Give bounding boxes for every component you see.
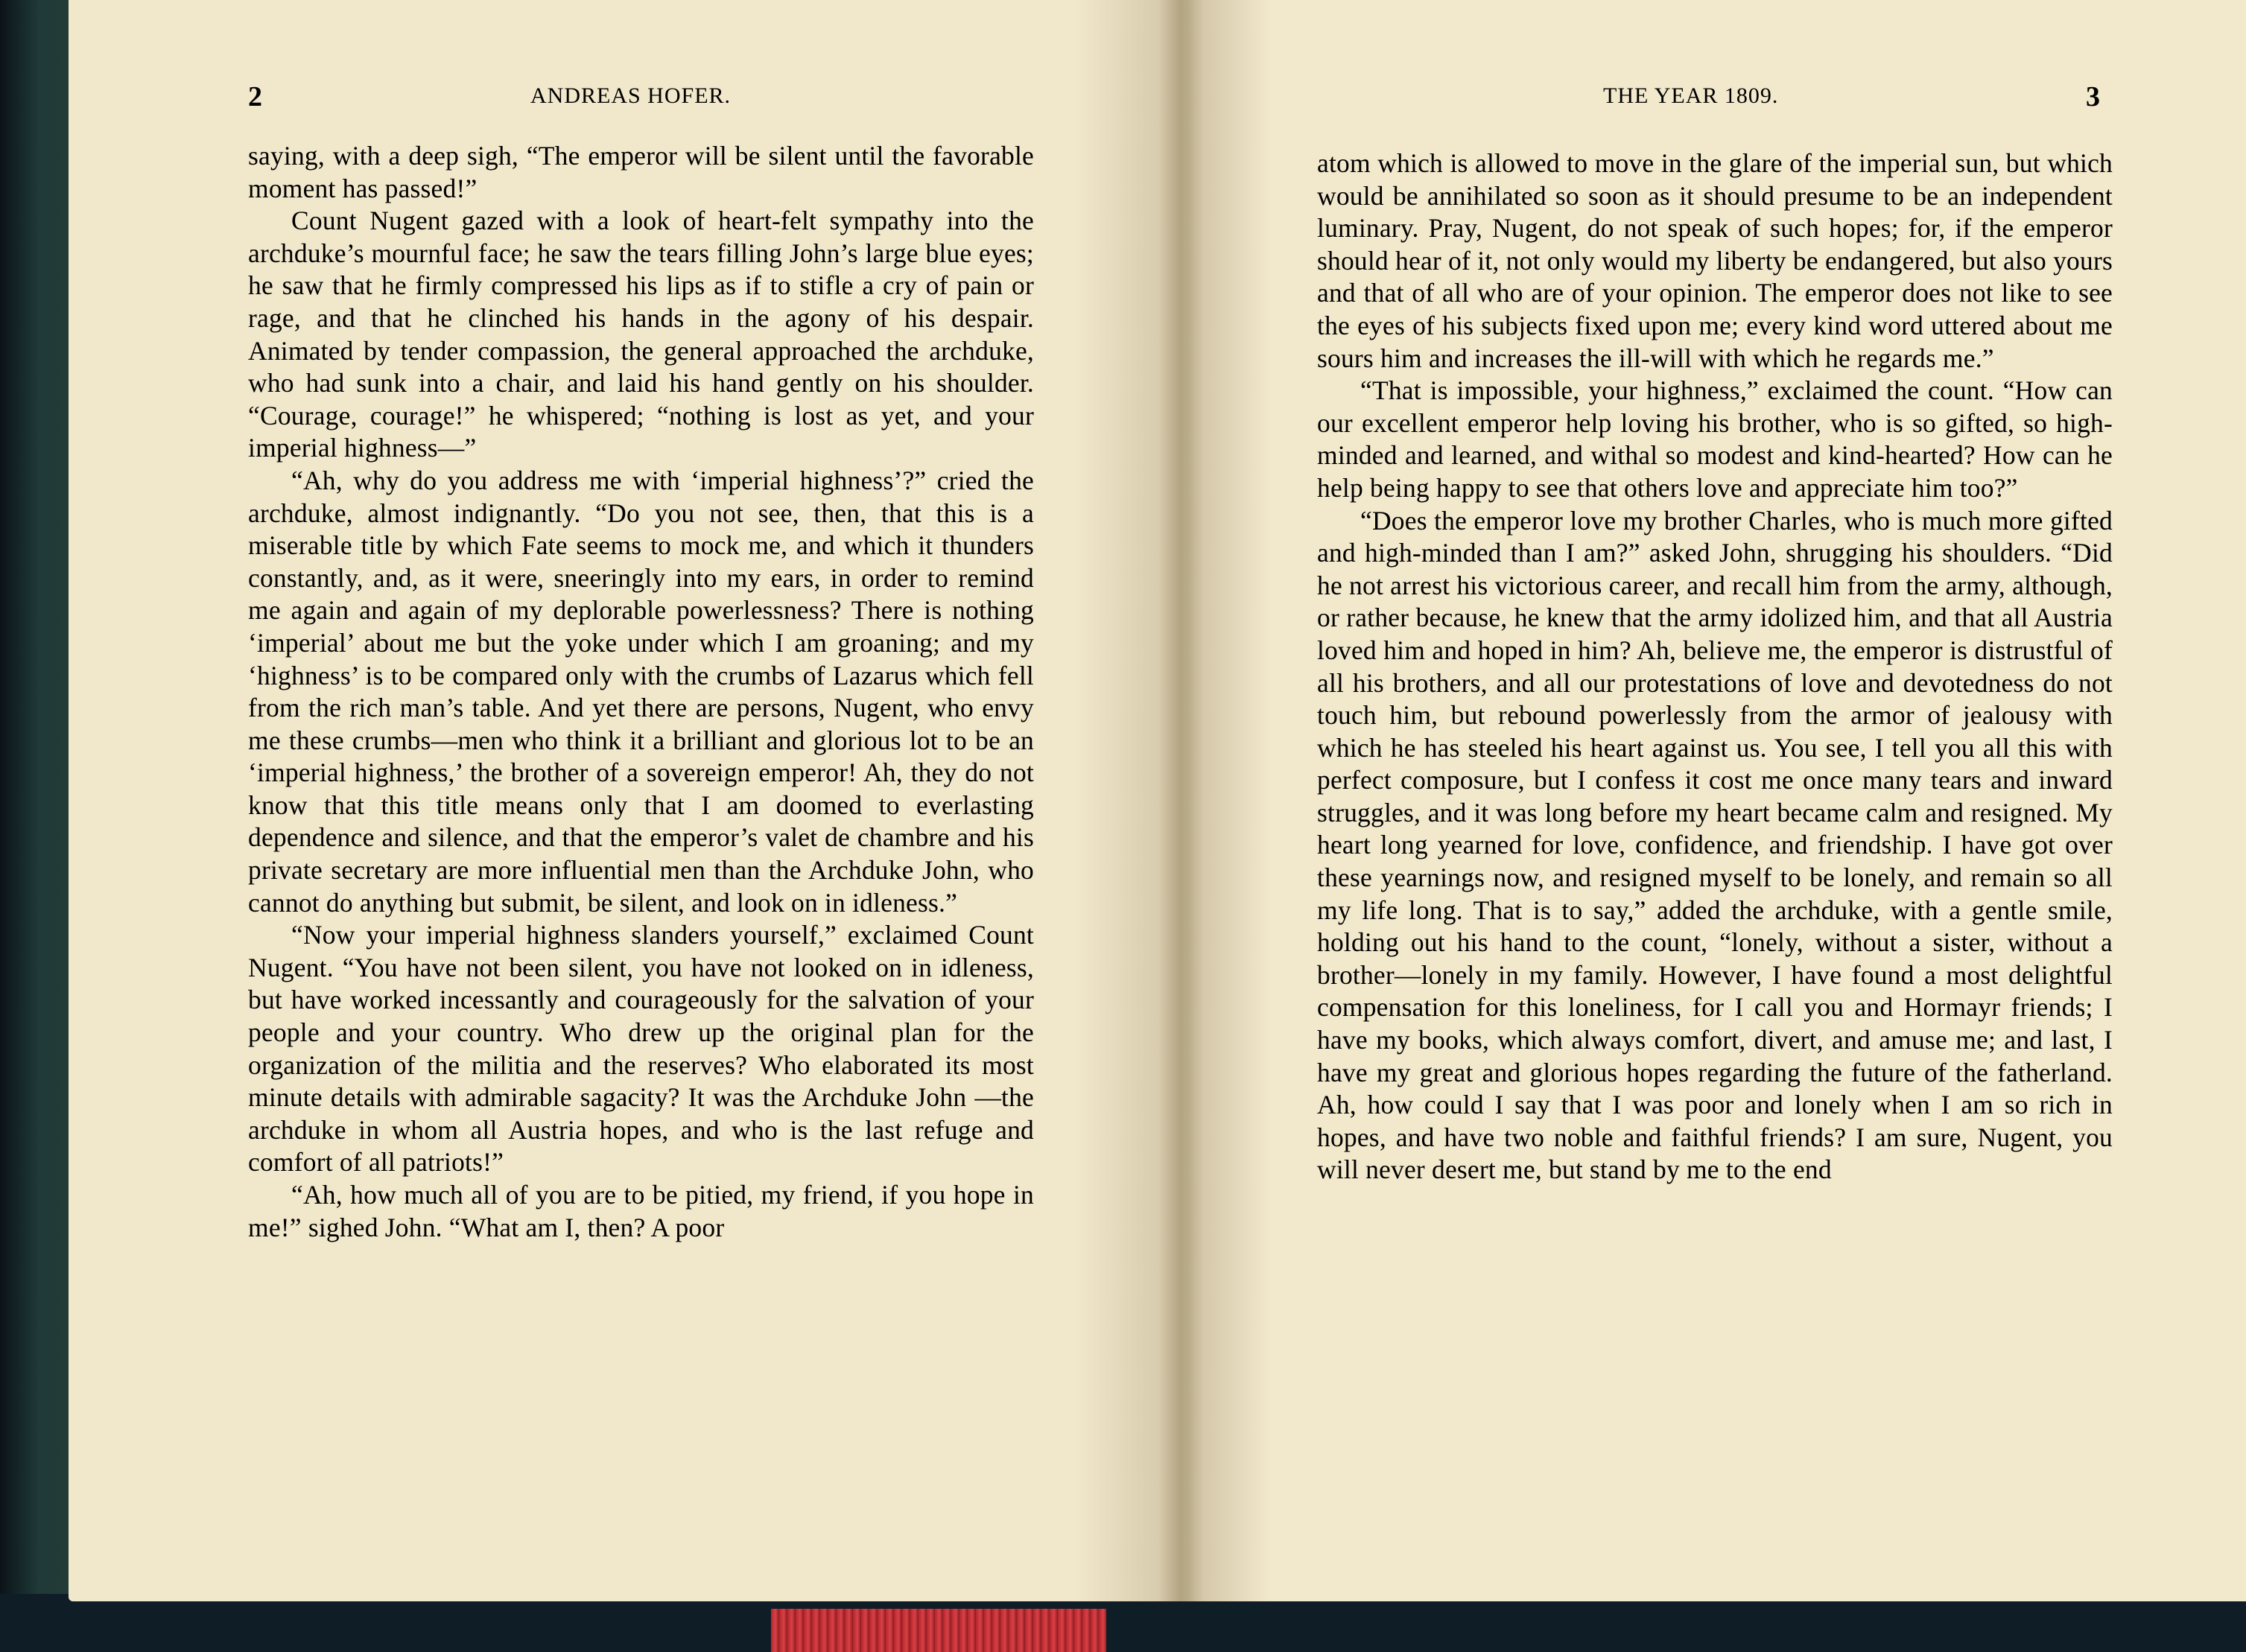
left-paragraph-4: “Now your imperial highness slanders yourself,” exclaimed Count Nugent. “You have not been silent, you have not looked on in idleness, but have worked incessantly and courageously for the salvation of your people and your country. Who drew up the original plan for the organization of the militia and the reserves? Who elaborated its most minute details with admirable sagacity? It was the Archduke John —the archduke in whom all Austria hopes, and who is the last refuge and comfort of all patriots!” <box>248 920 1034 1178</box>
left-paragraph-5: “Ah, how much all of you are to be pitied, my friend, if you hope in me!” sighed John. “What am I, then? A poor <box>248 1180 1034 1242</box>
right-paragraph-3: “Does the emperor love my brother Charles, who is much more gifted and high-minded than I am?” asked John, shrugging his shoulders. “Did he not arrest his victorious career, and recall him from the army, although, or rather because, he knew that the army idolized him, and that all Austria loved him and hoped in him? Ah, believe me, the emperor is distrustful of all his brothers, and all our protestations of love and devotedness do not touch him, but rebound powerlessly from the armor of jealousy with which he has steeled his heart against us. You see, I tell you all this with perfect composure, but I confess it cost me once many tears and inward struggles, and it was long before my heart became calm and resigned. My heart long yearned for love, confidence, and friendship. I have got over these yearnings now, and resigned myself to be lonely, and remain so all my life long. That is to say,” added the archduke, with a gentle smile, holding out his hand to the count, “lonely, without a sister, without a brother—lonely in my family. However, I have found a most delightful compensation for this loneliness, for I call you and Hormayr friends; I have my books, which always comfort, divert, and amuse me; and last, I have my great and glorious hopes regarding the future of the fatherland. Ah, how could I say that I was poor and lonely when I am so rich in hopes, and have two noble and faithful friends? I am sure, Nugent, you will never desert me, but stand by me to the end <box>1317 505 2113 1185</box>
book-cover-edge <box>0 0 71 1652</box>
left-paragraph-3: “Ah, why do you address me with ‘imperial highness’?” cried the archduke, almost indignantly. “Do you not see, then, that this is a miserable title by which Fate seems to mock me, and which it thunders constantly, and, as it were, sneeringly into my ears, in order to remind me again and again of my deplorable powerlessness? There is nothing ‘imperial’ about me but the yoke under which I am groaning; and my ‘highness’ is to be compared only with the crumbs of Lazarus which fell from the rich man’s table. And yet there are persons, Nugent, who envy me these crumbs—men who think it a brilliant and glorious lot to be an ‘imperial highness,’ the brother of a sovereign emperor! Ah, they do not know that this title means only that I am doomed to everlasting dependence and silence, and that the emperor’s valet de chambre and his private secretary are more influential men than the Archduke John, who cannot do anything but submit, be silent, and look on in idleness.” <box>248 465 1034 918</box>
left-paragraph-1: saying, with a deep sigh, “The emperor will be silent until the favorable moment has passed!” <box>248 141 1034 203</box>
right-running-head: THE YEAR 1809. <box>1603 83 1779 108</box>
page-gutter <box>1158 0 1203 1601</box>
book-cover-bottom <box>0 1594 2246 1652</box>
left-running-head: ANDREAS HOFER. <box>530 83 732 108</box>
right-page-text <box>1317 147 2113 1186</box>
book-headband <box>771 1609 1106 1652</box>
left-paragraph-2: Count Nugent gazed with a look of heart-felt sympathy into the archduke’s mournful face; he saw the tears filling John’s large blue eyes; he saw that he firmly compressed his lips as if to stifle a cry of pain or rage, and that he clinched his hands in the agony of his despair. Animated by tender compassion, the general approached the archduke, who had sunk into a chair, and laid his hand gently on his shoulder. “Courage, courage!” he whispered; “nothing is lost as yet, and your imperial highness—” <box>248 206 1034 463</box>
right-page-number: 3 <box>2086 81 2100 112</box>
left-page-text <box>248 140 1034 1244</box>
right-paragraph-2: “That is impossible, your highness,” exclaimed the count. “How can our excellent emperor help loving his brother, who is so gifted, so high-minded and learned, and withal so modest and kind-hearted? How can he help being happy to see that others love and appreciate him too?” <box>1317 375 2113 503</box>
left-page-number: 2 <box>248 81 262 112</box>
right-paragraph-1: atom which is allowed to move in the glare of the imperial sun, but which would be annihilated so soon as it should presume to be an independent luminary. Pray, Nugent, do not speak of such hopes; for, if the emperor should hear of it, not only would my liberty be endangered, but also yours and that of all who are of your opinion. The emperor does not like to see the eyes of his subjects fixed upon me; every kind word uttered about me sours him and increases the ill-will with which he regards me.” <box>1317 148 2113 373</box>
